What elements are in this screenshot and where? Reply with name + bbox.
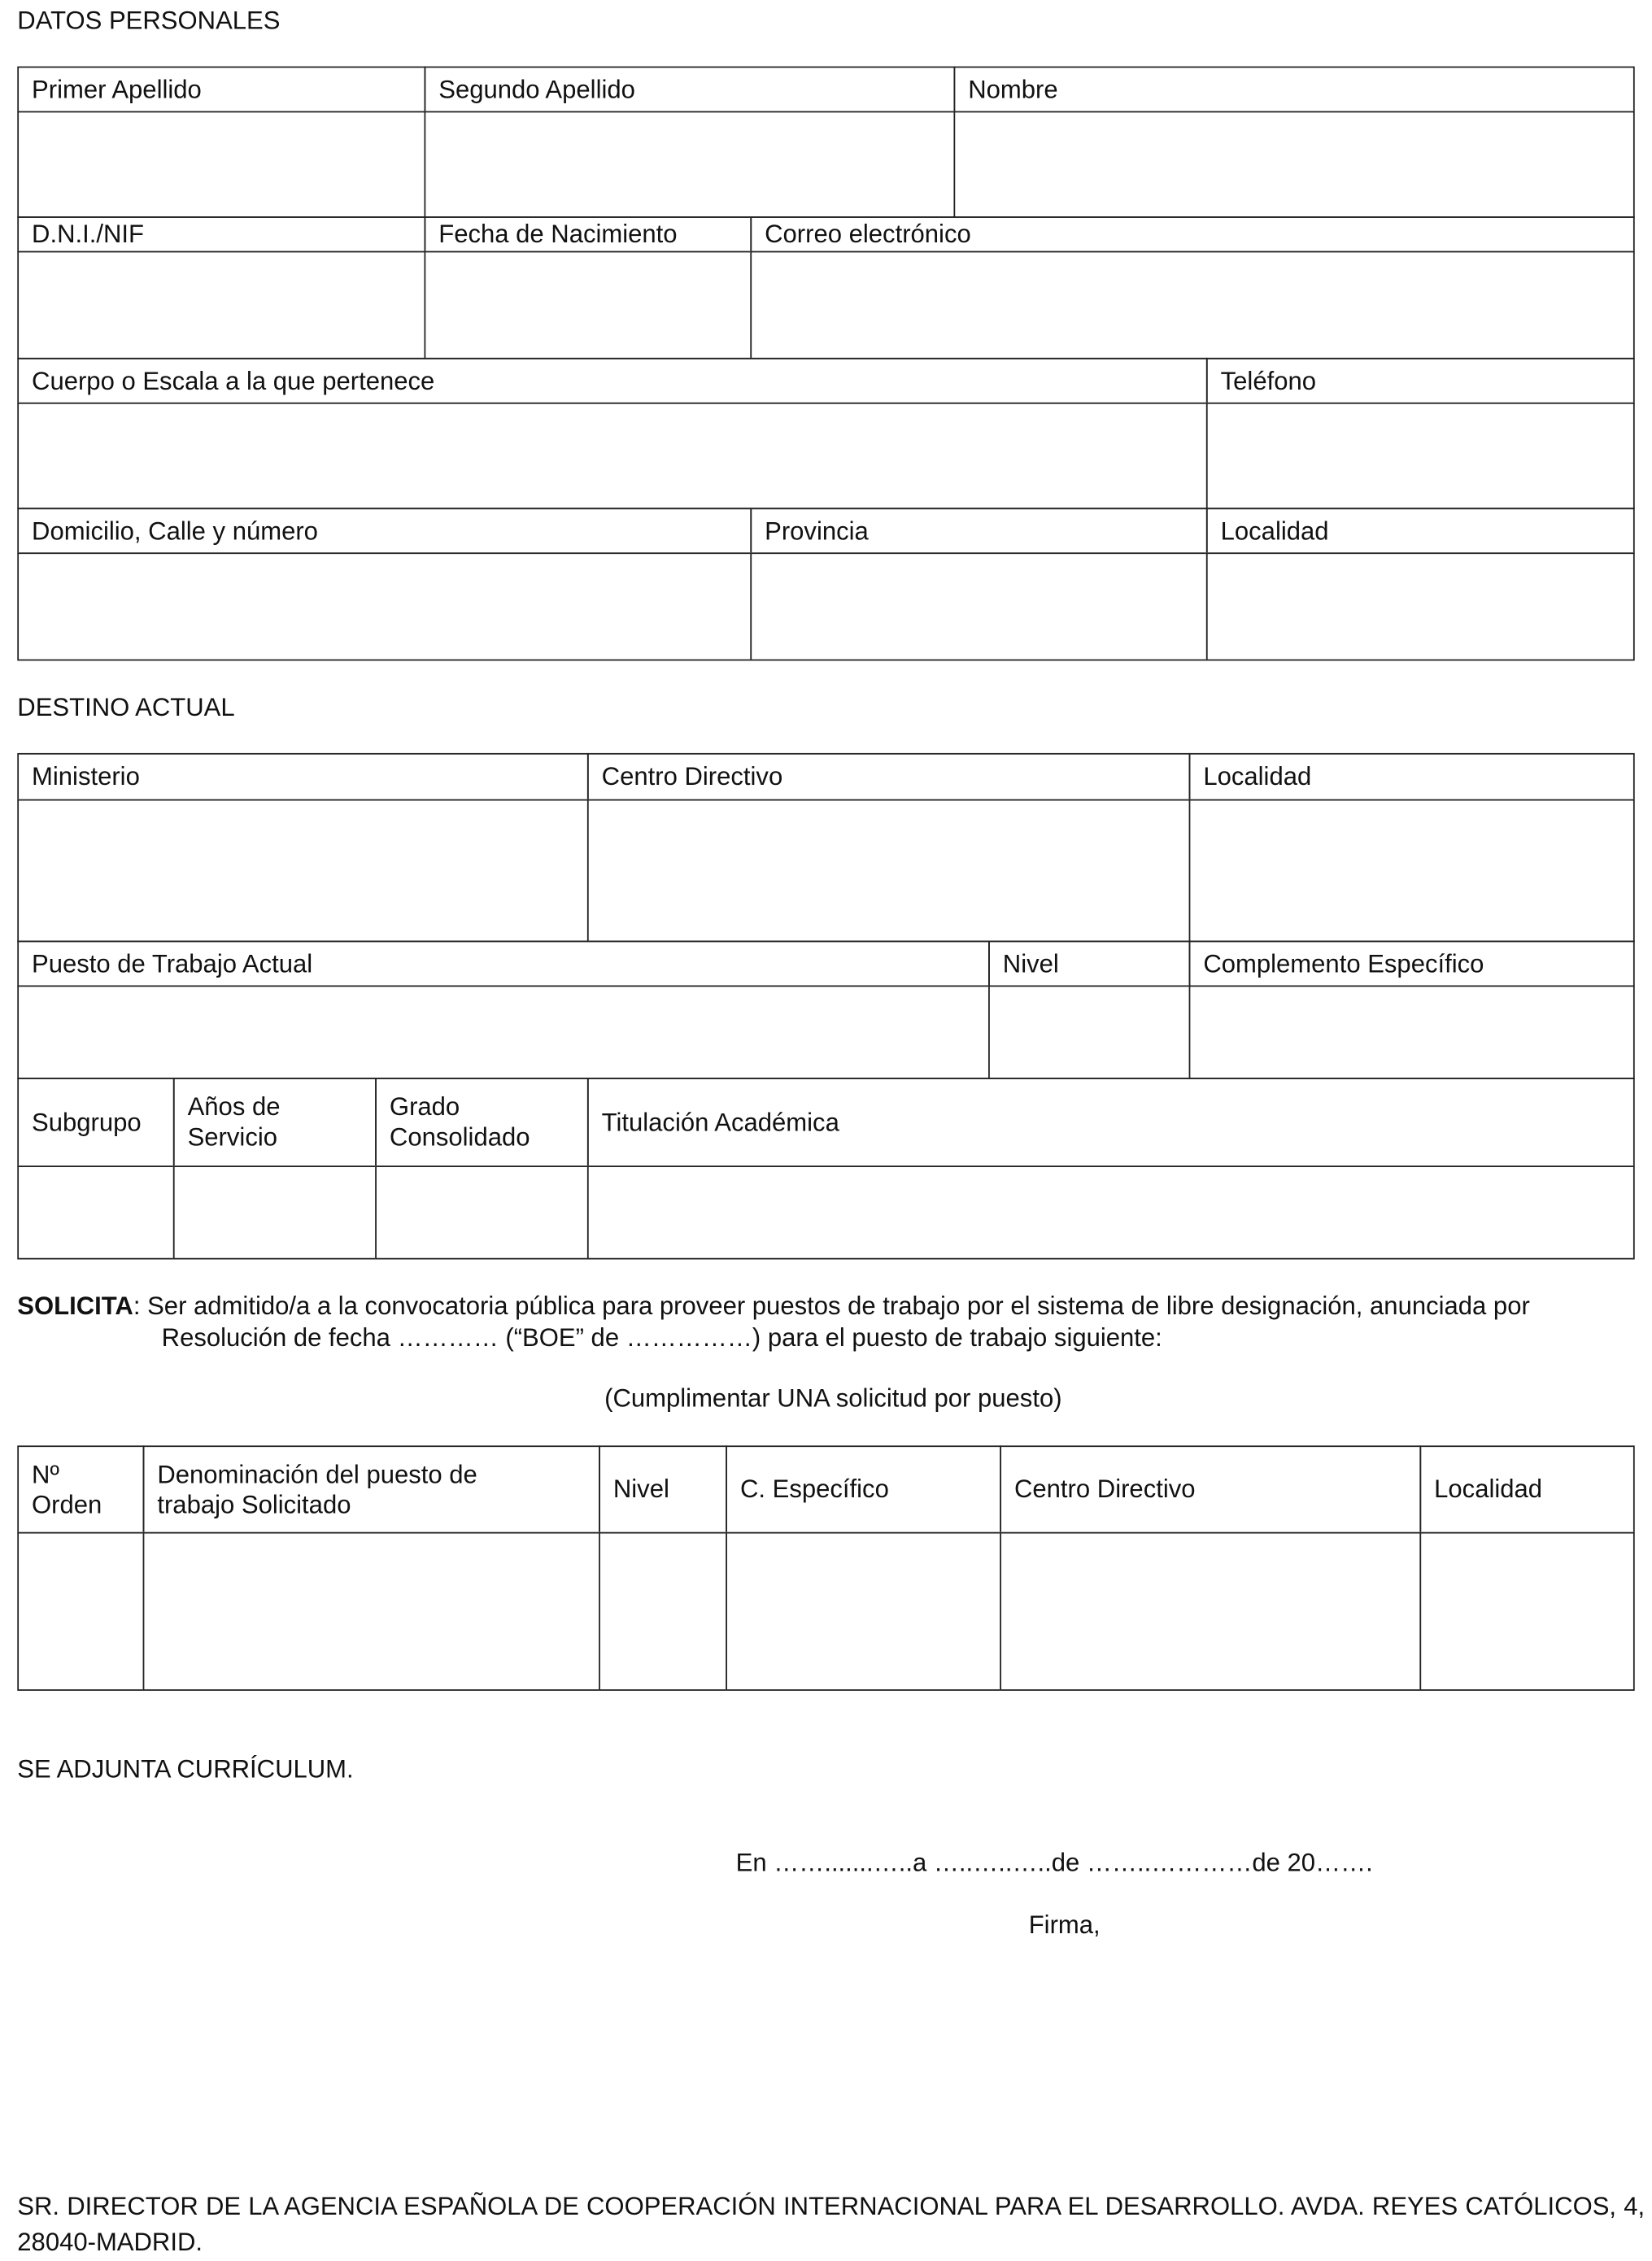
primer-apellido-field[interactable] bbox=[17, 111, 426, 219]
grado-consolidado-field[interactable] bbox=[375, 1165, 589, 1260]
telefono-label: Teléfono bbox=[1206, 358, 1635, 404]
section-title-datos-personales: DATOS PERSONALES bbox=[17, 6, 281, 35]
adjunta-curriculum: SE ADJUNTA CURRÍCULUM. bbox=[17, 1753, 354, 1784]
correo-field[interactable] bbox=[750, 251, 1635, 360]
section-title-destino-actual: DESTINO ACTUAL bbox=[17, 692, 235, 721]
c-especifico-field[interactable] bbox=[726, 1532, 1001, 1692]
titulacion-field[interactable] bbox=[587, 1165, 1635, 1260]
destino-localidad-label: Localidad bbox=[1189, 753, 1636, 801]
dni-field[interactable] bbox=[17, 251, 426, 360]
telefono-field[interactable] bbox=[1206, 403, 1635, 510]
solicita-line-2: Resolución de fecha ………… (“BOE” de ……………) para el puesto de trabajo siguiente: bbox=[161, 1322, 1162, 1353]
fecha-nacimiento-label: Fecha de Nacimiento bbox=[424, 216, 752, 253]
denominacion-field[interactable] bbox=[143, 1532, 601, 1692]
signature-label: Firma, bbox=[1028, 1910, 1101, 1939]
centro-directivo-label: Centro Directivo bbox=[587, 753, 1191, 801]
ministerio-field[interactable] bbox=[17, 799, 589, 943]
segundo-apellido-label: Segundo Apellido bbox=[424, 67, 955, 113]
nombre-field[interactable] bbox=[953, 111, 1635, 219]
destino-localidad-field[interactable] bbox=[1189, 799, 1636, 943]
solicitado-localidad-field[interactable] bbox=[1419, 1532, 1635, 1692]
anos-servicio-label: Años de Servicio bbox=[173, 1078, 377, 1168]
cuerpo-field[interactable] bbox=[17, 403, 1208, 510]
solicita-line-1 bbox=[17, 1292, 1530, 1322]
solicitado-centro-label: Centro Directivo bbox=[1000, 1445, 1421, 1534]
solicita-note: (Cumplimentar UNA solicitud por puesto) bbox=[604, 1383, 1062, 1413]
addressee-footer: SR. DIRECTOR DE LA AGENCIA ESPAÑOLA DE COOPERACIÓN INTERNACIONAL PARA EL DESARROLLO. AVDA. REYES CATÓLICOS, 4, 28040-MADRID. bbox=[17, 2191, 1645, 2257]
solicita-text: : Ser admitido/a a la convocatoria pública para proveer puestos de trabajo por el sistema de libre designación, anunciada por bbox=[133, 1291, 1530, 1321]
localidad-field[interactable] bbox=[1206, 552, 1635, 661]
subgrupo-label: Subgrupo bbox=[17, 1078, 175, 1168]
c-especifico-label: C. Específico bbox=[726, 1445, 1001, 1534]
solicitado-localidad-label: Localidad bbox=[1419, 1445, 1635, 1534]
cuerpo-label: Cuerpo o Escala a la que pertenece bbox=[17, 358, 1208, 404]
provincia-label: Provincia bbox=[750, 508, 1208, 554]
nivel-label: Nivel bbox=[988, 941, 1191, 987]
provincia-field[interactable] bbox=[750, 552, 1208, 661]
anos-servicio-field[interactable] bbox=[173, 1165, 377, 1260]
puesto-actual-field[interactable] bbox=[17, 986, 990, 1080]
solicitado-nivel-label: Nivel bbox=[599, 1445, 727, 1534]
fecha-nacimiento-field[interactable] bbox=[424, 251, 752, 360]
puesto-actual-label: Puesto de Trabajo Actual bbox=[17, 941, 990, 987]
dni-label: D.N.I./NIF bbox=[17, 216, 426, 253]
localidad-label: Localidad bbox=[1206, 508, 1635, 554]
primer-apellido-label: Primer Apellido bbox=[17, 67, 426, 113]
domicilio-field[interactable] bbox=[17, 552, 752, 661]
segundo-apellido-field[interactable] bbox=[424, 111, 955, 219]
nombre-label: Nombre bbox=[953, 67, 1635, 113]
subgrupo-field[interactable] bbox=[17, 1165, 175, 1260]
titulacion-label: Titulación Académica bbox=[587, 1078, 1635, 1168]
centro-directivo-field[interactable] bbox=[587, 799, 1191, 943]
domicilio-label: Domicilio, Calle y número bbox=[17, 508, 752, 554]
solicita-label: SOLICITA bbox=[17, 1291, 133, 1321]
solicitado-centro-field[interactable] bbox=[1000, 1532, 1421, 1692]
complemento-especifico-field[interactable] bbox=[1189, 986, 1636, 1080]
solicitado-nivel-field[interactable] bbox=[599, 1532, 727, 1692]
complemento-especifico-label: Complemento Específico bbox=[1189, 941, 1636, 987]
orden-label: Nº Orden bbox=[17, 1445, 145, 1534]
ministerio-label: Ministerio bbox=[17, 753, 589, 801]
grado-consolidado-label: Grado Consolidado bbox=[375, 1078, 589, 1168]
nivel-field[interactable] bbox=[988, 986, 1191, 1080]
denominacion-label: Denominación del puesto de trabajo Solicitado bbox=[143, 1445, 601, 1534]
date-place-line: En …….......…..a …..…..…..de ……..…………de 20……. bbox=[735, 1848, 1373, 1877]
orden-field[interactable] bbox=[17, 1532, 145, 1692]
correo-label: Correo electrónico bbox=[750, 216, 1635, 253]
